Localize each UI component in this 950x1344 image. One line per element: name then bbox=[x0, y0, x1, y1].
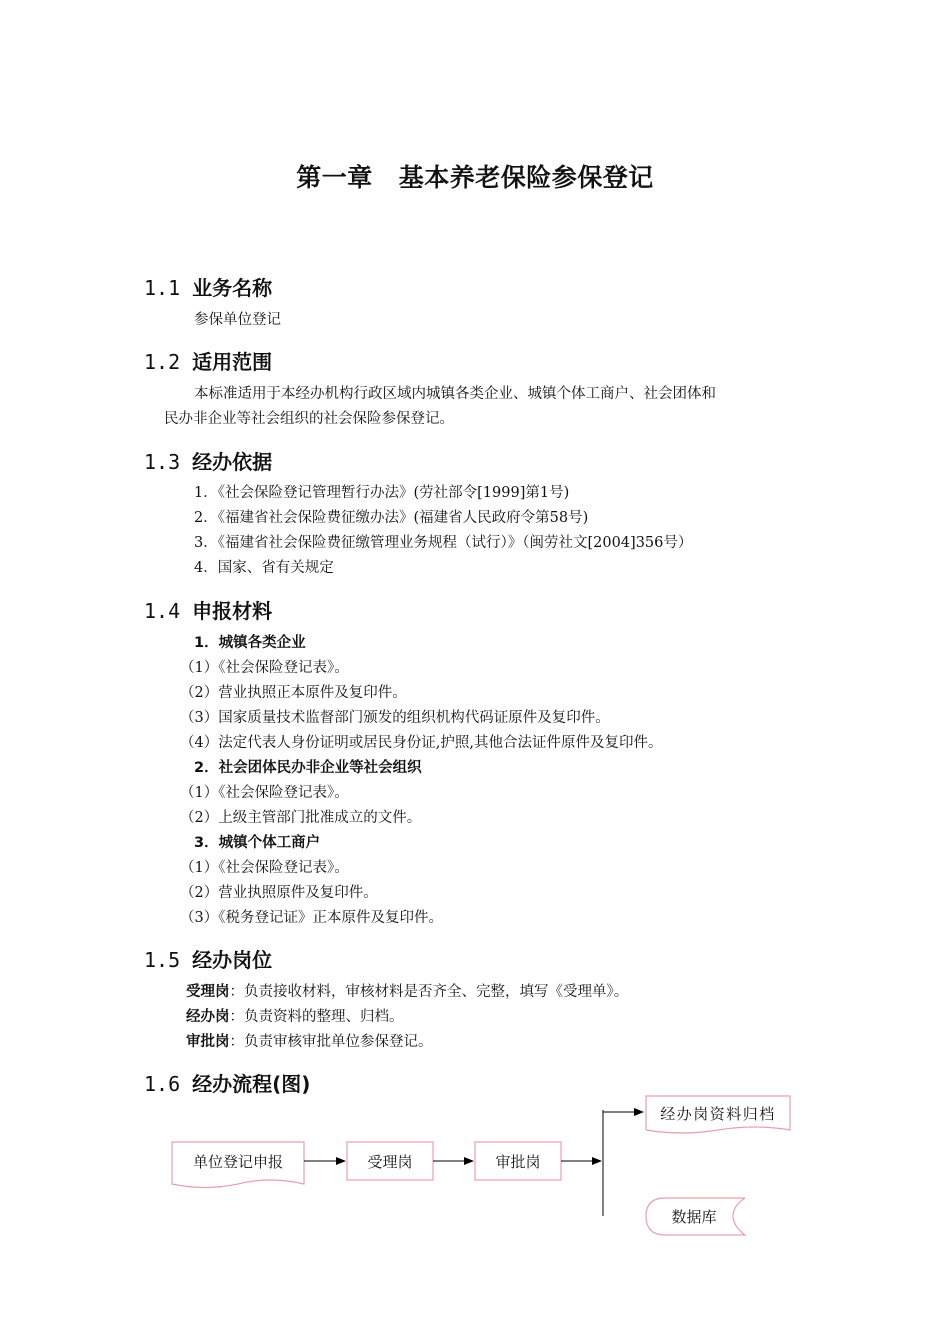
section-heading-1-5: 1.5 经办岗位 bbox=[144, 948, 273, 972]
materials-item: （1）《社会保险登记表》。 bbox=[180, 860, 349, 876]
materials-group-heading: 2．社会团体民办非企业等社会组织 bbox=[194, 760, 422, 776]
scope-text-line-1: 本标准适用于本经办机构行政区域内城镇各类企业、城镇个体工商户、社会团体和 bbox=[194, 386, 716, 402]
basis-item: 1．《社会保险登记管理暂行办法》(劳社部令[1999]第1号) bbox=[194, 485, 570, 501]
flow-approve-label: 审批岗 bbox=[495, 1152, 541, 1171]
section-heading-1-6: 1.6 经办流程(图) bbox=[144, 1072, 311, 1096]
chapter-label: 第一章 bbox=[296, 163, 373, 192]
materials-item: （1）《社会保险登记表》。 bbox=[180, 660, 349, 676]
basis-item: 3．《福建省社会保险费征缴管理业务规程（试行）》（闽劳社文[2004]356号） bbox=[194, 535, 693, 551]
post-role: 审批岗 bbox=[186, 1034, 230, 1050]
materials-item: （2）营业执照正本原件及复印件。 bbox=[180, 685, 407, 701]
section-heading-1-2: 1.2 适用范围 bbox=[144, 350, 273, 374]
post-desc: ：负责资料的整理、归档。 bbox=[229, 1009, 404, 1025]
flow-start-label: 单位登记申报 bbox=[192, 1152, 283, 1171]
post-role: 经办岗 bbox=[186, 1009, 230, 1025]
post-desc: ：负责接收材料，审核材料是否齐全、完整，填写《受理单》。 bbox=[229, 984, 629, 1000]
materials-group-heading: 3．城镇个体工商户 bbox=[194, 835, 321, 851]
flow-accept-label: 受理岗 bbox=[367, 1152, 413, 1171]
scope-text-line-2: 民办非企业等社会组织的社会保险参保登记。 bbox=[164, 411, 454, 427]
materials-item: （3）《税务登记证》正本原件及复印件。 bbox=[180, 910, 443, 926]
section-heading-1-1: 1.1 业务名称 bbox=[144, 276, 273, 300]
materials-item: （2）上级主管部门批准成立的文件。 bbox=[180, 810, 422, 826]
materials-group-heading: 1．城镇各类企业 bbox=[194, 635, 306, 651]
post-role: 受理岗 bbox=[186, 984, 230, 1000]
materials-item: （3）国家质量技术监督部门颁发的组织机构代码证原件及复印件。 bbox=[180, 710, 610, 726]
materials-item: （2）营业执照原件及复印件。 bbox=[180, 885, 378, 901]
flow-archive-label: 经办岗资料归档 bbox=[660, 1104, 776, 1123]
chapter-name: 基本养老保险参保登记 bbox=[398, 163, 654, 192]
flow-database-label: 数据库 bbox=[671, 1208, 717, 1226]
post-desc: ：负责审核审批单位参保登记。 bbox=[229, 1034, 433, 1050]
basis-item: 2．《福建省社会保险费征缴办法》(福建省人民政府令第58号) bbox=[194, 510, 589, 526]
materials-item: （1）《社会保险登记表》。 bbox=[180, 785, 349, 801]
materials-item: （4）法定代表人身份证明或居民身份证,护照,其他合法证件原件及复印件。 bbox=[180, 735, 663, 751]
business-name-text: 参保单位登记 bbox=[194, 312, 281, 328]
basis-item: 4．国家、省有关规定 bbox=[194, 560, 334, 576]
section-heading-1-3: 1.3 经办依据 bbox=[144, 450, 273, 474]
section-heading-1-4: 1.4 申报材料 bbox=[144, 599, 273, 623]
